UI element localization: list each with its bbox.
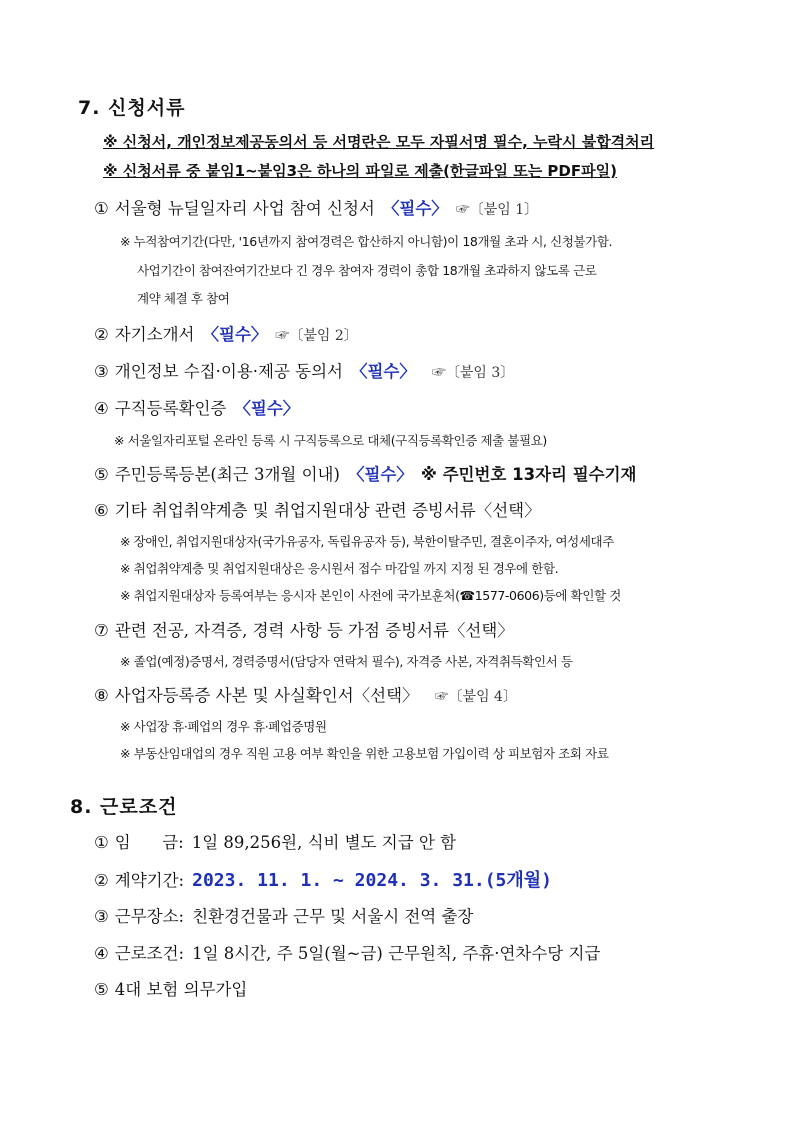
doc-item-4 [94,395,299,419]
item-number: ⑦ [94,621,109,640]
item-text: 기타 취업취약계층 및 취업지원대상 관련 증빙서류〈선택〉 [114,501,541,520]
item-8-note-1: ※ 사업장 휴·폐업의 경우 휴·폐업증명원 [120,719,327,734]
doc-item-8 [94,682,517,706]
item-number: ② [94,871,109,890]
item-number: ⑤ [94,980,109,999]
item-number: ⑥ [94,501,109,520]
work-condition-1 [94,829,456,853]
item-number: ⑤ [94,465,109,484]
required-badge: 〈필수〉 [347,465,413,484]
item-8-note-2: ※ 부동산임대업의 경우 직원 고용 여부 확인을 위한 고용보험 가입이력 상 피보험자 조회 자료 [120,746,609,761]
item-6-note-1: ※ 장애인, 취업지원대상자(국가유공자, 독립유공자 등), 북한이탈주민, 결혼이주자, 여성세대주 [120,534,614,549]
attachment-ref: ☞〔붙임 2〕 [275,328,358,344]
required-badge: 〈필수〉 [350,362,416,381]
item-number: ⑧ [94,686,109,705]
condition-label: 근로조건: [114,944,185,963]
file-submission-note: ※ 신청서류 중 붙임1~붙임3은 하나의 파일로 제출(한글파일 또는 PDF파일) [103,162,617,180]
item-7-note: ※ 졸업(예정)증명서, 경력증명서(담당자 연락처 필수), 자격증 사본, 자격취득확인서 등 [120,654,573,669]
item-number: ③ [94,907,109,926]
work-condition-5 [94,976,247,1000]
item-number: ② [94,325,109,344]
required-badge: 〈필수〉 [202,325,268,344]
work-condition-3 [94,903,473,927]
resident-number-note: ※ 주민번호 13자리 필수기재 [420,465,637,484]
item-number: ③ [94,362,109,381]
item-1-note-line-3: 계약 체결 후 참여 [137,291,230,306]
item-text: 사업자등록증 사본 및 사실확인서〈선택〉 [114,686,419,705]
required-badge: 〈필수〉 [382,199,448,218]
item-1-note-line-1: ※ 누적참여기간(다만, '16년까지 참여경력은 합산하지 아니함)이 18개월 초과 시, 신청불가함. [120,234,613,249]
item-text: 자기소개서 [114,325,195,344]
item-text: 관련 전공, 자격증, 경력 사항 등 가점 증빙서류〈선택〉 [114,621,514,640]
doc-item-3 [94,358,514,382]
item-text: 서울형 뉴딜일자리 사업 참여 신청서 [114,199,375,218]
required-badge: 〈필수〉 [234,399,300,418]
attachment-ref: ☞〔붙임 3〕 [431,365,515,381]
item-6-note-2: ※ 취업취약계층 및 취업지원대상은 응시원서 접수 마감일 까지 지정 된 경우에 한함. [120,561,559,576]
item-number: ① [94,199,109,218]
item-number: ① [94,833,109,852]
item-text: 구직등록확인증 [114,399,227,418]
attachment-ref: ☞〔붙임 1〕 [455,202,539,218]
section-8-title: 8. 근로조건 [70,796,178,818]
condition-label: 근무장소: [114,907,185,926]
condition-value: 친환경건물과 근무 및 서울시 전역 출장 [192,907,474,926]
condition-value: 1일 89,256원, 식비 별도 지급 안 함 [191,833,457,852]
doc-item-1 [94,195,538,219]
condition-value: 1일 8시간, 주 5일(월~금) 근무원칙, 주휴·연차수당 지급 [192,944,601,963]
condition-label: 계약기간: [114,871,185,890]
attachment-ref: ☞〔붙임 4〕 [434,689,517,705]
signature-required-note: ※ 신청서, 개인정보제공동의서 등 서명란은 모두 자필서명 필수, 누락시 불합격처리 [103,133,655,151]
doc-item-5 [94,461,636,485]
item-number: ④ [94,399,109,418]
section-7-title: 7. 신청서류 [78,97,186,119]
item-1-note-line-2: 사업기간이 참여잔여기간보다 긴 경우 참여자 경력이 총합 18개월 초과하지 않도록 근로 [137,263,597,278]
item-text: 주민등록등본(최근 3개월 이내) [114,465,340,484]
item-number: ④ [94,944,109,963]
doc-item-7 [94,617,514,641]
work-condition-4 [94,940,600,964]
contract-period-value: 2023. 11. 1. ~ 2024. 3. 31.(5개월) [192,870,553,891]
doc-item-6 [94,497,541,521]
doc-item-2 [94,321,358,345]
item-6-note-3: ※ 취업지원대상자 등록여부는 응시자 본인이 사전에 국가보훈처(☎1577-0606)등에 확인할 것 [120,588,621,603]
work-condition-2 [94,866,552,892]
condition-value: 4대 보험 의무가입 [114,980,248,999]
item-4-note: ※ 서울일자리포털 온라인 등록 시 구직등록으로 대체(구직등록확인증 제출 불필요) [114,433,547,448]
item-text: 개인정보 수집·이용·제공 동의서 [114,362,343,381]
condition-label: 임 금: [114,833,184,852]
